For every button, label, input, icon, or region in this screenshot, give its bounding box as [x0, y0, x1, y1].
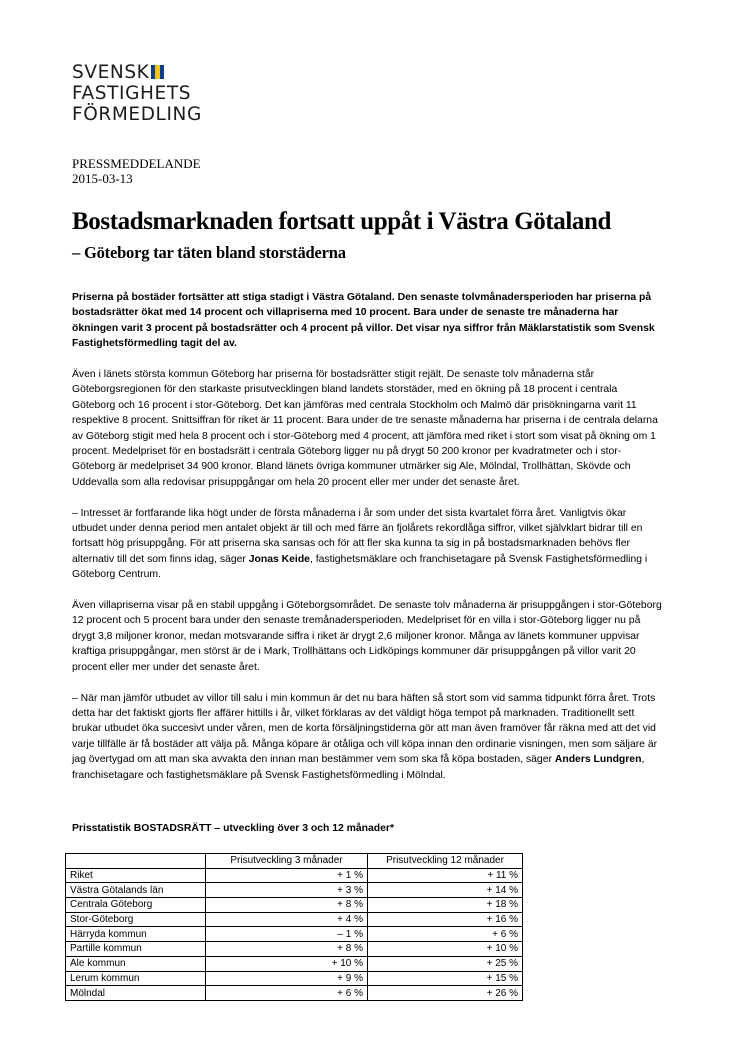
table-row — [66, 898, 523, 913]
table-row — [66, 912, 523, 927]
table-header-row — [66, 854, 523, 869]
table-row — [66, 883, 523, 898]
page-subtitle: – Göteborg tar täten bland storstäderna — [72, 243, 346, 262]
region-cell: Härryda kommun — [66, 927, 206, 942]
region-cell: Riket — [66, 868, 206, 883]
region-cell: Lerum kommun — [66, 971, 206, 986]
logo-text-1: SVENSK — [72, 62, 150, 83]
table-row — [66, 927, 523, 942]
change-3m-cell: + 3 % — [206, 883, 368, 898]
lead-paragraph: Priserna på bostäder fortsätter att stiga stadigt i Västra Götaland. Den senaste tolvmånadersperioden har priserna på bostadsrätter ökat med 14 procent och villapriserna med 10 procent. Bara under de senaste tre månaderna har ökningen varit 3 procent på bostadsrätter och 4 procent på villor. Det visar nya siffror från Mäklarstatistik som Svensk Fastighetsförmedling tagit del av. — [72, 292, 655, 350]
change-3m-cell: + 4 % — [206, 912, 368, 927]
article-body — [72, 290, 662, 798]
swedish-flag-icon — [151, 63, 164, 77]
page-title: Bostadsmarknaden fortsatt uppåt i Västra Götaland — [72, 208, 612, 235]
region-cell: Ale kommun — [66, 956, 206, 971]
document-type: PRESSMEDDELANDE — [72, 156, 201, 171]
change-3m-cell: + 1 % — [206, 868, 368, 883]
company-logo — [72, 62, 202, 125]
table-row — [66, 868, 523, 883]
change-12m-cell: + 14 % — [368, 883, 523, 898]
table-caption: Prisstatistik BOSTADSRÄTT – utveckling över 3 och 12 månader* — [72, 823, 395, 834]
table-header-cell — [66, 854, 206, 869]
region-cell: Centrala Göteborg — [66, 898, 206, 913]
change-3m-cell: + 8 % — [206, 898, 368, 913]
table-row — [66, 956, 523, 971]
change-3m-cell: + 9 % — [206, 971, 368, 986]
change-12m-cell: + 11 % — [368, 868, 523, 883]
change-12m-cell: + 26 % — [368, 986, 523, 1001]
publication-date: 2015-03-13 — [72, 171, 133, 186]
paragraph-4 — [72, 691, 662, 783]
region-cell: Västra Götalands län — [66, 883, 206, 898]
change-12m-cell: + 15 % — [368, 971, 523, 986]
paragraph-4-text-a: – När man jämför utbudet av villor till salu i min kommun är det nu bara häften så stort som vid samma tidpunkt förra året. Trots detta har det faktiskt gjorts fler affärer hittills i år, vilket förklaras av det väldigt höga tempot på marknaden. Traditionellt sett brukar utbudet öka succesivt under våren, men de korta försäljningstiderna gör att man även framöver får räkna med att det vid varje tillfälle är få bostäder att välja på. Många köpare är otåliga och vill köpa innan den ordinarie visningen, men som säljare är jag övertygad om att man ska avvakta den innan man bestämmer vem som ska få köpa bostaden, säger — [72, 692, 658, 766]
change-12m-cell: + 6 % — [368, 927, 523, 942]
change-12m-cell: + 16 % — [368, 912, 523, 927]
table-row — [66, 986, 523, 1001]
table-header-cell: Prisutveckling 12 månader — [368, 854, 523, 869]
change-3m-cell: + 8 % — [206, 942, 368, 957]
logo-line-3: FÖRMEDLING — [72, 104, 202, 125]
table-header-cell: Prisutveckling 3 månader — [206, 854, 368, 869]
region-cell: Mölndal — [66, 986, 206, 1001]
change-12m-cell: + 18 % — [368, 898, 523, 913]
change-3m-cell: + 6 % — [206, 986, 368, 1001]
change-12m-cell: + 25 % — [368, 956, 523, 971]
change-12m-cell: + 10 % — [368, 942, 523, 957]
region-cell: Partille kommun — [66, 942, 206, 957]
change-3m-cell: + 10 % — [206, 956, 368, 971]
press-meta — [72, 156, 201, 186]
table-row — [66, 971, 523, 986]
logo-line-2: FASTIGHETS — [72, 83, 192, 104]
paragraph-2-text-a: – Intresset är fortfarande lika högt under de första månaderna i år som under det sista kvartalet förra året. Vanligtvis ökar utbudet under denna period men antalet objekt är till och med färre än fjolårets rekordlåga siffror, vilket självklart bidrar till en fortsatt hög prisuppgång. För att priserna ska sansas och för att fler ska kunna ta sig in på bostadsmarknaden behövs fler alternativ till det som finns idag, säger — [72, 507, 643, 565]
paragraph-2-text-b: , fastighetsmäklare och franchisetagare på Svensk Fastighetsförmedling i Göteborg Centrum. — [72, 553, 648, 581]
logo-line-1 — [72, 62, 202, 83]
paragraph-1: Även i länets största kommun Göteborg har priserna för bostadsrätter stigit rejält. De senaste tolv månaderna står Göteborgsregionen för den starkaste prisutvecklingen bland landets storstäder, med en ökning på 18 procent i centrala Göteborg och 16 procent i stor-Göteborg. Det kan jämföras med centrala Stockholm och Malmö där prisökningarna varit 11 respektive 8 procent. Snittsiffran för riket är 11 procent. Bara under de tre senaste månaderna har priserna i de centrala delarna av Göteborg stigit med hela 8 procent och i stor-Göteborg med 4 procent, att jämföra med riket i stort som visat på ökning om 1 procent. Medelpriset för en bostadsrätt i centrala Göteborg ligger nu på drygt 50 200 kronor per kvadratmeter och i stor-Göteborg är medelpriset 34 900 kronor. Bland länets övriga kommuner utmärker sig Ale, Mölndal, Trollhättan, Skövde och Uddevalla som alla redovisar prisuppgångar om hela 20 procent eller mer under det senaste året. — [72, 369, 658, 488]
table-row — [66, 942, 523, 957]
quote-name-2: Anders Lundgren — [554, 754, 642, 766]
quote-name-1: Jonas Keide — [248, 553, 310, 565]
change-3m-cell: – 1 % — [206, 927, 368, 942]
paragraph-2 — [72, 506, 662, 583]
price-stats-table — [65, 853, 523, 1001]
paragraph-4-text-b: , franchisetagare och fastighetsmäklare på Svensk Fastighetsförmedling i Mölndal. — [72, 754, 645, 781]
paragraph-3: Även villapriserna visar på en stabil uppgång i Göteborgsområdet. De senaste tolv månaderna är prisuppgången i stor-Göteborg 12 procent och 5 procent bara under den senaste tremånadersperioden. Medelpriset för en villa i stor-Göteborg ligger nu på drygt 3,8 miljoner kronor, medan motsvarande siffra i riket är drygt 2,6 miljoner kronor. Många av länets kommuner uppvisar kraftiga prisuppgångar, men störst är de i Mark, Trollhättans och Lidköpings kommuner där prisuppgången på villor varit 20 procent eller mer under det senaste året. — [72, 600, 662, 673]
region-cell: Stor-Göteborg — [66, 912, 206, 927]
